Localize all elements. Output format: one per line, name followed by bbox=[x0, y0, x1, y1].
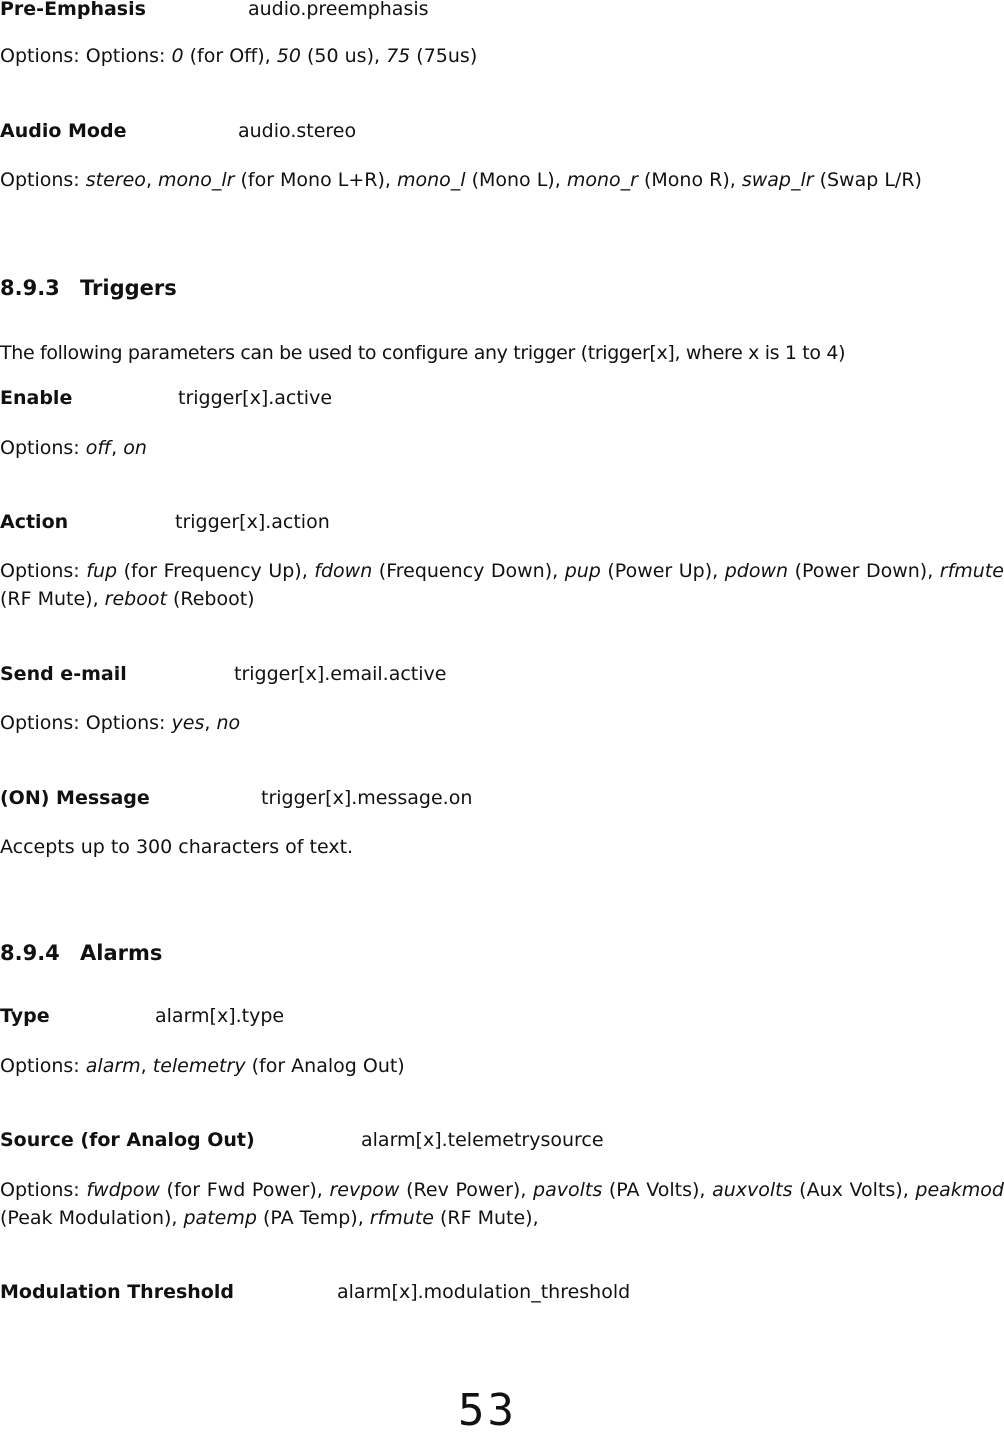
param-key-enable: trigger[x].active bbox=[178, 387, 333, 409]
section-heading-triggers: 8.9.3 Triggers bbox=[0, 276, 177, 300]
param-label-source: Source (for Analog Out) bbox=[0, 1129, 255, 1151]
param-key-modulation-threshold: alarm[x].modulation_threshold bbox=[337, 1281, 631, 1303]
param-key-source: alarm[x].telemetrysource bbox=[361, 1129, 604, 1151]
param-options-enable: Options: off, on bbox=[0, 437, 147, 459]
param-label-on-message: (ON) Message bbox=[0, 787, 150, 809]
page-number: 53 bbox=[458, 1385, 517, 1436]
section-heading-alarms: 8.9.4 Alarms bbox=[0, 941, 163, 965]
param-label-preemphasis: Pre-Emphasis bbox=[0, 0, 146, 20]
param-options-source: Options: fwdpow (for Fwd Power), revpow (Rev Power), pavolts (PA Volts), auxvolts (Aux Volts), peakmod (Peak Modulation), patemp (PA Temp), rfmute (RF Mute), bbox=[0, 1179, 1004, 1229]
param-label-type: Type bbox=[0, 1005, 50, 1027]
param-label-modulation-threshold: Modulation Threshold bbox=[0, 1281, 234, 1303]
param-key-type: alarm[x].type bbox=[155, 1005, 285, 1027]
param-description-on-message: Accepts up to 300 characters of text. bbox=[0, 836, 354, 858]
param-label-enable: Enable bbox=[0, 387, 73, 409]
param-label-send-email: Send e-mail bbox=[0, 663, 127, 685]
param-key-on-message: trigger[x].message.on bbox=[261, 787, 473, 809]
param-label-audio-mode: Audio Mode bbox=[0, 120, 127, 142]
param-key-preemphasis: audio.preemphasis bbox=[248, 0, 429, 20]
param-options-action: Options: fup (for Frequency Up), fdown (Frequency Down), pup (Power Up), pdown (Power Down), rfmute (RF Mute), reboot (Reboot) bbox=[0, 560, 1004, 610]
triggers-intro: The following parameters can be used to configure any trigger (trigger[x], where x is 1 to 4) bbox=[0, 342, 846, 364]
param-label-action: Action bbox=[0, 511, 69, 533]
param-key-audio-mode: audio.stereo bbox=[238, 120, 357, 142]
param-options-preemphasis: Options: Options: 0 (for Off), 50 (50 us), 75 (75us) bbox=[0, 45, 478, 67]
param-options-type: Options: alarm, telemetry (for Analog Out) bbox=[0, 1055, 405, 1077]
param-options-audio-mode: Options: stereo, mono_lr (for Mono L+R), mono_l (Mono L), mono_r (Mono R), swap_lr (Swap L/R) bbox=[0, 169, 922, 191]
param-key-action: trigger[x].action bbox=[175, 511, 330, 533]
param-options-send-email: Options: Options: yes, no bbox=[0, 712, 241, 734]
param-key-send-email: trigger[x].email.active bbox=[234, 663, 447, 685]
